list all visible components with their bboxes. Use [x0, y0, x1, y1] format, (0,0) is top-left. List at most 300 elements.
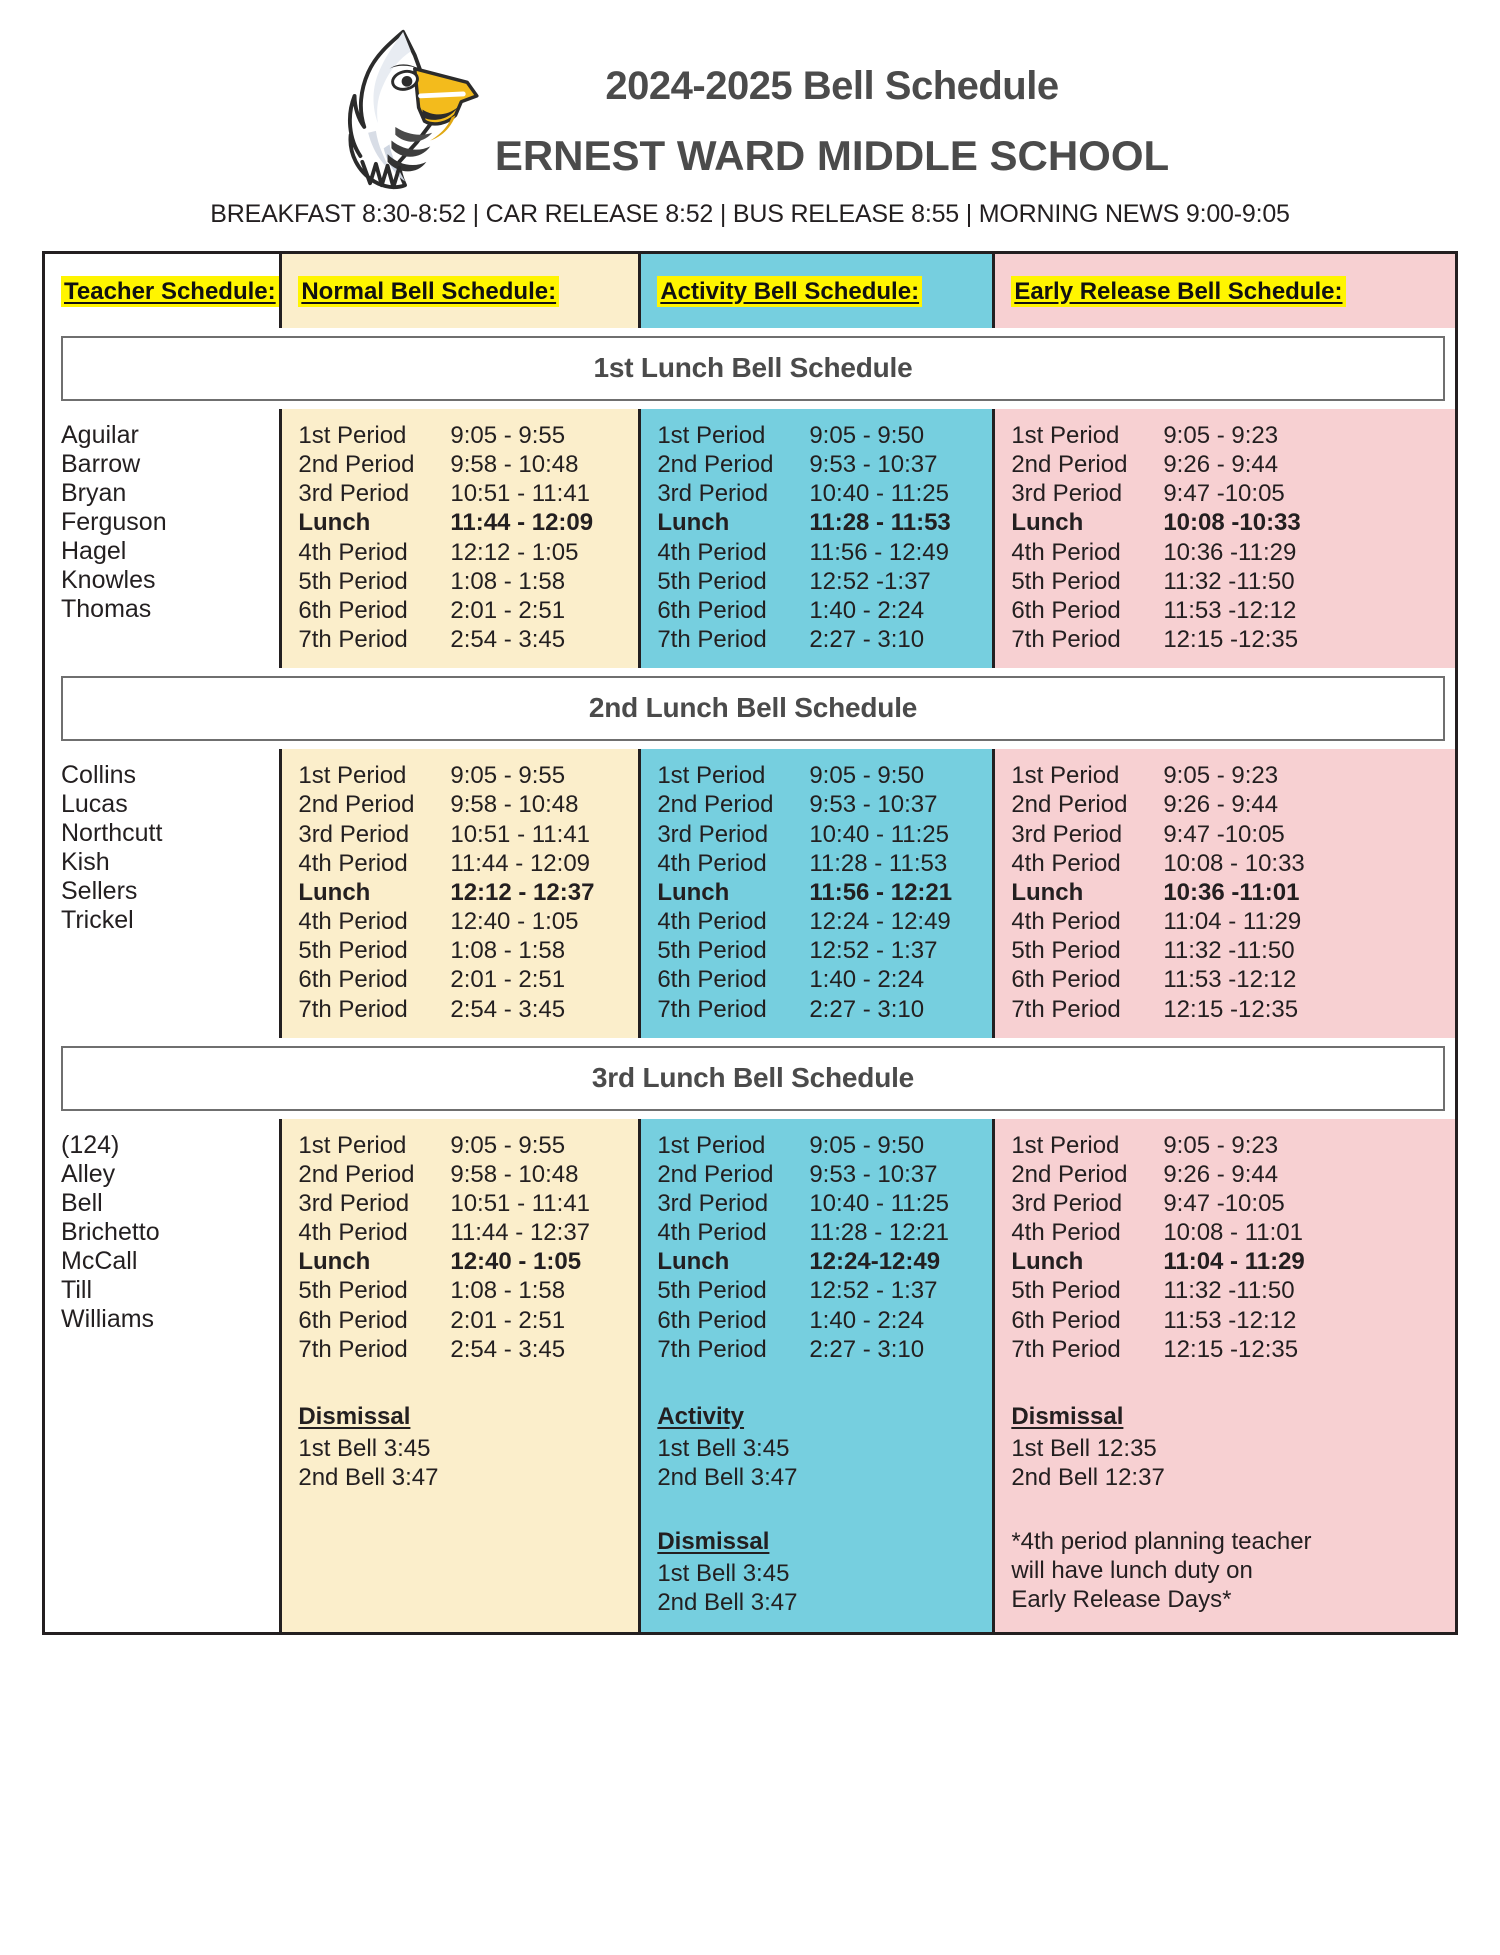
- period-label: 5th Period: [1011, 937, 1121, 965]
- period-label: 7th Period: [657, 1335, 767, 1363]
- period-time: 11:53 -12:12: [1163, 966, 1297, 994]
- period-row: [1011, 995, 1455, 1024]
- early-schedule-3: [992, 1119, 1455, 1632]
- period-row: [657, 995, 992, 1024]
- period-label: 5th Period: [298, 937, 408, 965]
- activity-note: [657, 1402, 992, 1493]
- lunch-row: [298, 508, 638, 537]
- period-time: 1:08 - 1:58: [450, 567, 566, 595]
- period-time: 11:28 - 12:21: [809, 1219, 949, 1247]
- period-label: 4th Period: [657, 908, 767, 936]
- period-label: 6th Period: [298, 596, 408, 624]
- period-row: [1011, 1189, 1455, 1218]
- period-row: [657, 1306, 992, 1335]
- period-row: [298, 1160, 638, 1189]
- period-row: [298, 1276, 638, 1305]
- period-row: [298, 936, 638, 965]
- header-cell-normal: [279, 254, 638, 328]
- normal-dismissal-heading: Dismissal: [298, 1402, 411, 1430]
- section-banner-2: [45, 676, 1455, 741]
- period-row: [1011, 450, 1455, 479]
- period-row: [657, 479, 992, 508]
- period-time: 2:01 - 2:51: [450, 1306, 566, 1334]
- period-row: [298, 1189, 638, 1218]
- teacher-name: Barrow: [61, 450, 141, 478]
- period-row: [1011, 1335, 1455, 1364]
- period-time: 2:54 - 3:45: [450, 626, 566, 654]
- period-time: 10:40 - 11:25: [809, 820, 949, 848]
- period-row: [657, 1276, 992, 1305]
- period-time: 9:47 -10:05: [1163, 1189, 1285, 1217]
- header-text-block: [495, 26, 1169, 178]
- period-row: [1011, 965, 1455, 994]
- teacher-name: Ferguson: [61, 508, 167, 536]
- teacher-name: Brichetto: [61, 1217, 160, 1246]
- period-time: 12:24-12:49: [809, 1248, 941, 1276]
- period-time: 11:28 - 11:53: [809, 849, 948, 877]
- period-label: 5th Period: [1011, 1277, 1121, 1305]
- teacher-name: Lucas: [61, 790, 128, 819]
- teacher-name: Williams: [61, 1304, 155, 1333]
- table-header-row: [45, 254, 1455, 328]
- teacher-list-3: [45, 1119, 279, 1632]
- period-label: 4th Period: [1011, 538, 1121, 566]
- period-time: 10:08 - 11:01: [1163, 1219, 1303, 1247]
- period-label: Lunch: [657, 509, 730, 537]
- period-time: 11:56 - 12:49: [809, 538, 949, 566]
- section-body-1: [45, 409, 1455, 668]
- period-time: 11:56 - 12:21: [809, 878, 953, 906]
- period-row: [298, 596, 638, 625]
- activity-dismissal-heading: Dismissal: [657, 1527, 770, 1555]
- activity-schedule-2: [638, 749, 992, 1037]
- period-row: [657, 625, 992, 654]
- period-time: 12:40 - 1:05: [450, 1248, 582, 1276]
- period-label: 1st Period: [657, 422, 766, 449]
- activity-dismissal-bell-2: 2nd Bell 3:47: [657, 1589, 798, 1617]
- period-time: 11:28 - 11:53: [809, 509, 951, 537]
- period-row: [298, 1218, 638, 1247]
- period-row: [298, 907, 638, 936]
- section-banner-3: [45, 1046, 1455, 1111]
- period-time: 9:05 - 9:55: [450, 762, 566, 790]
- period-label: 1st Period: [657, 1131, 766, 1159]
- period-label: 6th Period: [298, 1306, 408, 1334]
- early-dismissal-bell-2: 2nd Bell 12:37: [1011, 1464, 1165, 1492]
- period-time: 11:32 -11:50: [1163, 937, 1295, 965]
- period-row: [657, 538, 992, 567]
- period-row: [657, 1189, 992, 1218]
- header-label-normal: Normal Bell Schedule:: [298, 276, 559, 307]
- period-time: 9:05 - 9:23: [1163, 1131, 1279, 1159]
- period-row: [657, 790, 992, 819]
- period-label: 1st Period: [298, 762, 407, 790]
- period-label: Lunch: [657, 1248, 730, 1276]
- period-label: 5th Period: [1011, 567, 1121, 595]
- period-label: Lunch: [298, 509, 371, 537]
- period-time: 9:05 - 9:50: [809, 422, 925, 449]
- planning-note-line-3: Early Release Days*: [1011, 1586, 1232, 1614]
- period-time: 10:51 - 11:41: [450, 480, 591, 508]
- period-label: Lunch: [1011, 878, 1084, 906]
- period-row: [1011, 907, 1455, 936]
- period-label: 4th Period: [298, 908, 408, 936]
- period-label: 4th Period: [1011, 849, 1121, 877]
- period-label: 4th Period: [1011, 908, 1121, 936]
- teacher-name: Aguilar: [61, 421, 139, 449]
- planning-note-line-2: will have lunch duty on: [1011, 1556, 1253, 1584]
- period-label: 4th Period: [298, 538, 408, 566]
- period-time: 11:44 - 12:37: [450, 1219, 591, 1247]
- period-time: 9:53 - 10:37: [809, 451, 938, 479]
- period-label: 3rd Period: [298, 1189, 410, 1217]
- lunch-row: [298, 878, 638, 907]
- period-time: 12:40 - 1:05: [450, 908, 579, 936]
- period-time: 9:05 - 9:50: [809, 762, 925, 790]
- section-body-2: [45, 749, 1455, 1037]
- period-label: 6th Period: [1011, 966, 1121, 994]
- teacher-list-1: [45, 409, 279, 668]
- period-label: 7th Period: [1011, 1335, 1121, 1363]
- period-label: Lunch: [298, 1248, 371, 1276]
- period-label: 1st Period: [1011, 422, 1120, 449]
- teacher-name: Collins: [61, 761, 137, 790]
- period-row: [298, 625, 638, 654]
- teacher-name: Knowles: [61, 566, 156, 594]
- lunch-row: [298, 1247, 638, 1276]
- period-label: 7th Period: [298, 626, 408, 654]
- breakfast-release-info: BREAKFAST 8:30-8:52 | CAR RELEASE 8:52 | BUS RELEASE 8:55 | MORNING NEWS 9:00-9:05: [210, 200, 1290, 228]
- period-label: 1st Period: [298, 1131, 407, 1159]
- period-row: [657, 761, 992, 790]
- lunch-row: [1011, 508, 1455, 537]
- period-row: [1011, 479, 1455, 508]
- planning-note-line-1: *4th period planning teacher: [1011, 1527, 1312, 1555]
- teacher-name: (124): [61, 1130, 120, 1159]
- normal-schedule-3: [279, 1119, 638, 1632]
- period-label: Lunch: [1011, 1248, 1084, 1276]
- lunch-row: [657, 508, 992, 537]
- header-cell-activity: [638, 254, 992, 328]
- period-time: 11:32 -11:50: [1163, 1277, 1295, 1305]
- section-banner-label: 1st Lunch Bell Schedule: [61, 336, 1445, 401]
- period-label: 5th Period: [657, 567, 767, 595]
- lunch-row: [657, 878, 992, 907]
- period-row: [298, 1306, 638, 1335]
- period-label: 3rd Period: [1011, 480, 1123, 508]
- period-time: 12:52 -1:37: [809, 567, 931, 595]
- period-row: [657, 936, 992, 965]
- period-time: 9:26 - 9:44: [1163, 451, 1279, 479]
- lunch-row: [1011, 1247, 1455, 1276]
- period-time: 11:53 -12:12: [1163, 596, 1297, 624]
- period-row: [1011, 596, 1455, 625]
- period-row: [298, 1131, 638, 1160]
- period-time: 10:51 - 11:41: [450, 820, 591, 848]
- period-row: [657, 1131, 992, 1160]
- period-label: 6th Period: [657, 1306, 767, 1334]
- page-title: 2024-2025 Bell Schedule: [605, 64, 1059, 108]
- normal-schedule-2: [279, 749, 638, 1037]
- period-label: 3rd Period: [1011, 820, 1123, 848]
- period-row: [1011, 625, 1455, 654]
- teacher-name: Till: [61, 1275, 93, 1304]
- teacher-list-2: [45, 749, 279, 1037]
- period-label: 2nd Period: [1011, 451, 1128, 479]
- period-time: 1:40 - 2:24: [809, 1306, 925, 1334]
- period-time: 2:01 - 2:51: [450, 966, 566, 994]
- period-row: [657, 965, 992, 994]
- period-label: 6th Period: [657, 596, 767, 624]
- early-schedule-1: [992, 409, 1455, 668]
- period-label: 1st Period: [298, 422, 407, 449]
- period-row: [298, 761, 638, 790]
- period-label: 5th Period: [657, 937, 767, 965]
- period-time: 9:05 - 9:55: [450, 422, 566, 449]
- teacher-name: Northcutt: [61, 819, 163, 848]
- early-release-planning-note: [1011, 1527, 1455, 1615]
- period-label: 3rd Period: [657, 820, 769, 848]
- period-time: 9:05 - 9:23: [1163, 762, 1279, 790]
- normal-dismissal-note: [298, 1402, 638, 1493]
- period-label: 2nd Period: [298, 791, 415, 819]
- period-time: 1:08 - 1:58: [450, 1277, 566, 1305]
- activity-schedule-3: [638, 1119, 992, 1632]
- early-schedule-2: [992, 749, 1455, 1037]
- header-cell-early: [992, 254, 1455, 328]
- period-row: [298, 567, 638, 596]
- teacher-name: Bell: [61, 1188, 103, 1217]
- period-time: 9:53 - 10:37: [809, 1160, 938, 1188]
- period-label: 7th Period: [298, 995, 408, 1023]
- period-label: 3rd Period: [298, 480, 410, 508]
- period-label: 3rd Period: [657, 1189, 769, 1217]
- section-banner-label: 3rd Lunch Bell Schedule: [61, 1046, 1445, 1111]
- period-row: [298, 965, 638, 994]
- period-row: [1011, 567, 1455, 596]
- period-time: 9:58 - 10:48: [450, 1160, 579, 1188]
- period-time: 10:08 -10:33: [1163, 509, 1301, 537]
- period-row: [298, 1335, 638, 1364]
- period-label: Lunch: [1011, 509, 1084, 537]
- period-time: 9:26 - 9:44: [1163, 791, 1279, 819]
- period-label: 6th Period: [1011, 1306, 1121, 1334]
- period-row: [657, 450, 992, 479]
- period-time: 11:53 -12:12: [1163, 1306, 1297, 1334]
- period-label: 6th Period: [298, 966, 408, 994]
- activity-dismissal-bell-1: 1st Bell 3:45: [657, 1559, 790, 1587]
- period-row: [298, 849, 638, 878]
- period-time: 9:05 - 9:50: [809, 1131, 925, 1159]
- header-label-early: Early Release Bell Schedule:: [1011, 276, 1345, 307]
- period-time: 9:58 - 10:48: [450, 791, 579, 819]
- normal-dismissal-bell-1: 1st Bell 3:45: [298, 1435, 431, 1463]
- teacher-name: Kish: [61, 848, 110, 877]
- period-label: 3rd Period: [298, 820, 410, 848]
- period-time: 1:40 - 2:24: [809, 596, 925, 624]
- period-label: 7th Period: [298, 1335, 408, 1363]
- period-time: 9:05 - 9:55: [450, 1131, 566, 1159]
- period-time: 2:54 - 3:45: [450, 1335, 566, 1363]
- period-time: 2:54 - 3:45: [450, 995, 566, 1023]
- teacher-name: Bryan: [61, 479, 127, 507]
- period-label: 5th Period: [298, 1277, 408, 1305]
- period-time: 2:27 - 3:10: [809, 626, 925, 654]
- lunch-row: [657, 1247, 992, 1276]
- header-cell-teacher: [45, 254, 279, 328]
- period-label: 4th Period: [657, 849, 767, 877]
- period-row: [298, 538, 638, 567]
- period-row: [298, 479, 638, 508]
- header-label-activity: Activity Bell Schedule:: [657, 276, 922, 307]
- period-time: 10:51 - 11:41: [450, 1189, 591, 1217]
- period-row: [657, 820, 992, 849]
- section-body-3: [45, 1119, 1455, 1632]
- early-dismissal-heading: Dismissal: [1011, 1402, 1124, 1430]
- period-label: 1st Period: [1011, 762, 1120, 790]
- period-row: [1011, 421, 1455, 450]
- school-name: ERNEST WARD MIDDLE SCHOOL: [494, 132, 1170, 179]
- period-row: [298, 995, 638, 1024]
- period-label: 7th Period: [1011, 995, 1121, 1023]
- period-time: 12:52 - 1:37: [809, 937, 938, 965]
- teacher-name: Hagel: [61, 537, 127, 565]
- period-time: 10:40 - 11:25: [809, 480, 949, 508]
- activity-bell-1: 1st Bell 3:45: [657, 1435, 790, 1463]
- period-label: 2nd Period: [1011, 1160, 1128, 1188]
- period-row: [298, 820, 638, 849]
- period-label: 6th Period: [657, 966, 767, 994]
- period-row: [657, 1335, 992, 1364]
- period-time: 11:04 - 11:29: [1163, 1248, 1305, 1276]
- period-time: 9:58 - 10:48: [450, 451, 579, 479]
- period-label: 4th Period: [657, 538, 767, 566]
- early-dismissal-bell-1: 1st Bell 12:35: [1011, 1435, 1157, 1463]
- normal-schedule-1: [279, 409, 638, 668]
- period-row: [1011, 761, 1455, 790]
- period-label: 3rd Period: [1011, 1189, 1123, 1217]
- teacher-name: Trickel: [61, 906, 134, 935]
- period-row: [1011, 936, 1455, 965]
- period-label: 2nd Period: [657, 791, 774, 819]
- period-label: 2nd Period: [657, 451, 774, 479]
- period-time: 9:53 - 10:37: [809, 791, 938, 819]
- period-time: 2:27 - 3:10: [809, 995, 925, 1023]
- activity-schedule-1: [638, 409, 992, 668]
- bell-schedule-table: [42, 251, 1458, 1635]
- period-row: [298, 450, 638, 479]
- period-time: 2:01 - 2:51: [450, 596, 566, 624]
- early-dismissal-note: [1011, 1402, 1455, 1493]
- teacher-name: Alley: [61, 1159, 116, 1188]
- period-label: 4th Period: [298, 849, 408, 877]
- page-header: [0, 0, 1500, 190]
- period-row: [657, 596, 992, 625]
- period-row: [1011, 1131, 1455, 1160]
- period-row: [298, 790, 638, 819]
- period-row: [657, 567, 992, 596]
- period-time: 12:24 - 12:49: [809, 908, 951, 936]
- period-label: 7th Period: [657, 995, 767, 1023]
- period-time: 12:15 -12:35: [1163, 995, 1299, 1023]
- period-label: 7th Period: [1011, 626, 1121, 654]
- activity-dismissal-note: [657, 1527, 992, 1618]
- period-time: 9:05 - 9:23: [1163, 422, 1279, 449]
- period-time: 10:36 -11:29: [1163, 538, 1297, 566]
- period-label: 2nd Period: [657, 1160, 774, 1188]
- period-time: 11:44 - 12:09: [450, 849, 591, 877]
- period-time: 9:26 - 9:44: [1163, 1160, 1279, 1188]
- period-label: 2nd Period: [298, 451, 415, 479]
- period-time: 10:40 - 11:25: [809, 1189, 949, 1217]
- period-time: 12:15 -12:35: [1163, 1335, 1299, 1363]
- period-row: [1011, 1306, 1455, 1335]
- period-label: 4th Period: [298, 1219, 408, 1247]
- period-time: 9:47 -10:05: [1163, 480, 1285, 508]
- period-row: [657, 1160, 992, 1189]
- period-row: [657, 849, 992, 878]
- section-banner-label: 2nd Lunch Bell Schedule: [61, 676, 1445, 741]
- period-time: 12:15 -12:35: [1163, 626, 1299, 654]
- period-label: 6th Period: [1011, 596, 1121, 624]
- period-row: [657, 1218, 992, 1247]
- period-row: [1011, 1160, 1455, 1189]
- period-time: 11:44 - 12:09: [450, 509, 594, 537]
- period-time: 11:32 -11:50: [1163, 567, 1295, 595]
- period-label: 7th Period: [657, 626, 767, 654]
- period-label: 5th Period: [298, 567, 408, 595]
- normal-dismissal-bell-2: 2nd Bell 3:47: [298, 1464, 439, 1492]
- period-label: Lunch: [298, 878, 371, 906]
- period-time: 10:08 - 10:33: [1163, 849, 1305, 877]
- period-row: [1011, 790, 1455, 819]
- period-label: 4th Period: [657, 1219, 767, 1247]
- teacher-name: McCall: [61, 1246, 138, 1275]
- period-row: [1011, 1218, 1455, 1247]
- period-time: 1:40 - 2:24: [809, 966, 925, 994]
- eagle-head-logo: [331, 26, 481, 191]
- period-label: 4th Period: [1011, 1219, 1121, 1247]
- period-row: [1011, 1276, 1455, 1305]
- period-label: 1st Period: [1011, 1131, 1120, 1159]
- period-time: 12:52 - 1:37: [809, 1277, 938, 1305]
- period-row: [1011, 849, 1455, 878]
- period-time: 1:08 - 1:58: [450, 937, 566, 965]
- period-time: 10:36 -11:01: [1163, 878, 1300, 906]
- section-banner-1: [45, 336, 1455, 401]
- teacher-name: Sellers: [61, 877, 138, 906]
- period-row: [298, 421, 638, 450]
- period-time: 9:47 -10:05: [1163, 820, 1285, 848]
- period-row: [657, 421, 992, 450]
- teacher-name: Thomas: [61, 595, 152, 623]
- header-label-teacher: Teacher Schedule:: [61, 276, 279, 307]
- period-label: 5th Period: [657, 1277, 767, 1305]
- period-time: 11:04 - 11:29: [1163, 908, 1302, 936]
- activity-heading: Activity: [657, 1402, 745, 1430]
- period-row: [657, 907, 992, 936]
- activity-bell-2: 2nd Bell 3:47: [657, 1464, 798, 1492]
- period-label: 2nd Period: [1011, 791, 1128, 819]
- period-time: 12:12 - 12:37: [450, 878, 595, 906]
- period-time: 12:12 - 1:05: [450, 538, 579, 566]
- period-label: 2nd Period: [298, 1160, 415, 1188]
- period-row: [1011, 538, 1455, 567]
- period-label: 3rd Period: [657, 480, 769, 508]
- period-label: 1st Period: [657, 762, 766, 790]
- period-row: [1011, 820, 1455, 849]
- period-label: Lunch: [657, 878, 730, 906]
